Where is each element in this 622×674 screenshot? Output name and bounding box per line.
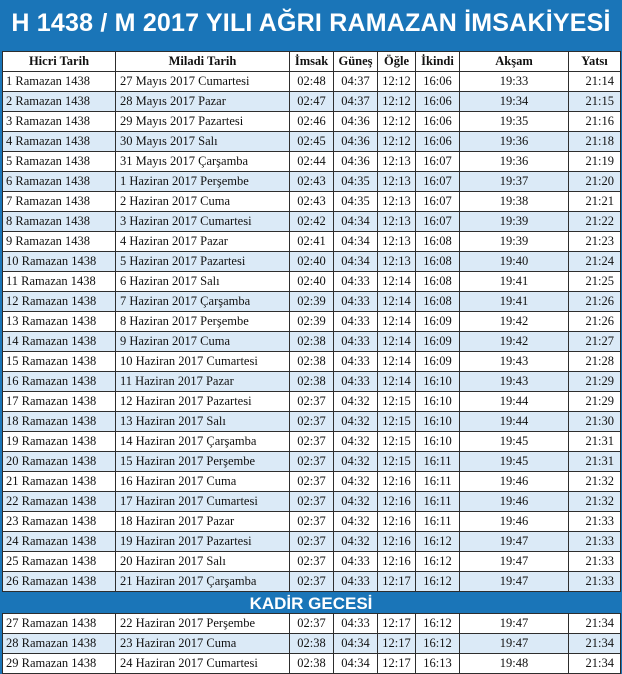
cell-aksam: 19:36 — [460, 152, 569, 172]
cell-hicri-tarih: 27 Ramazan 1438 — [3, 614, 116, 634]
cell-ikindi: 16:08 — [416, 252, 460, 272]
cell-yatsi: 21:34 — [569, 614, 621, 634]
table-row — [3, 112, 621, 132]
cell-yatsi: 21:28 — [569, 352, 621, 372]
cell-imsak: 02:40 — [290, 252, 334, 272]
cell-aksam: 19:39 — [460, 212, 569, 232]
cell-ikindi: 16:07 — [416, 192, 460, 212]
table-row — [3, 252, 621, 272]
cell-yatsi: 21:32 — [569, 472, 621, 492]
cell-imsak: 02:38 — [290, 352, 334, 372]
cell-yatsi: 21:34 — [569, 654, 621, 674]
cell-yatsi: 21:25 — [569, 272, 621, 292]
cell-gunes: 04:34 — [334, 252, 378, 272]
cell-imsak: 02:46 — [290, 112, 334, 132]
cell-yatsi: 21:15 — [569, 92, 621, 112]
cell-yatsi: 21:24 — [569, 252, 621, 272]
cell-ogle: 12:12 — [378, 72, 416, 92]
table-row — [3, 272, 621, 292]
cell-hicri-tarih: 16 Ramazan 1438 — [3, 372, 116, 392]
cell-miladi-tarih: 6 Haziran 2017 Salı — [116, 272, 290, 292]
cell-yatsi: 21:31 — [569, 452, 621, 472]
cell-ogle: 12:13 — [378, 172, 416, 192]
page-title: H 1438 / M 2017 YILI AĞRI RAMAZAN İMSAKİYESİ — [11, 9, 611, 37]
table-row — [3, 614, 621, 634]
header-row — [3, 52, 621, 72]
table-row — [3, 92, 621, 112]
cell-aksam: 19:39 — [460, 232, 569, 252]
cell-gunes: 04:33 — [334, 614, 378, 634]
cell-ikindi: 16:07 — [416, 152, 460, 172]
cell-yatsi: 21:21 — [569, 192, 621, 212]
cell-gunes: 04:36 — [334, 132, 378, 152]
cell-gunes: 04:32 — [334, 392, 378, 412]
cell-ogle: 12:17 — [378, 614, 416, 634]
cell-aksam: 19:37 — [460, 172, 569, 192]
cell-ikindi: 16:11 — [416, 512, 460, 532]
cell-aksam: 19:44 — [460, 412, 569, 432]
cell-hicri-tarih: 9 Ramazan 1438 — [3, 232, 116, 252]
imsakiye-table-continued — [2, 613, 621, 674]
cell-imsak: 02:44 — [290, 152, 334, 172]
cell-ikindi: 16:08 — [416, 232, 460, 252]
cell-aksam: 19:33 — [460, 72, 569, 92]
cell-ogle: 12:14 — [378, 332, 416, 352]
table-row — [3, 212, 621, 232]
cell-ikindi: 16:06 — [416, 132, 460, 152]
cell-gunes: 04:32 — [334, 492, 378, 512]
cell-imsak: 02:37 — [290, 614, 334, 634]
cell-miladi-tarih: 24 Haziran 2017 Cumartesi — [116, 654, 290, 674]
header-miladi-tarih: Miladi Tarih — [116, 52, 290, 72]
cell-aksam: 19:43 — [460, 372, 569, 392]
cell-miladi-tarih: 29 Mayıs 2017 Pazartesi — [116, 112, 290, 132]
cell-gunes: 04:33 — [334, 352, 378, 372]
kadir-gecesi-banner: KADİR GECESİ — [249, 594, 373, 613]
cell-yatsi: 21:19 — [569, 152, 621, 172]
cell-gunes: 04:32 — [334, 412, 378, 432]
cell-ogle: 12:15 — [378, 432, 416, 452]
table-row — [3, 392, 621, 412]
cell-miladi-tarih: 7 Haziran 2017 Çarşamba — [116, 292, 290, 312]
cell-ogle: 12:16 — [378, 492, 416, 512]
cell-gunes: 04:33 — [334, 292, 378, 312]
cell-yatsi: 21:30 — [569, 412, 621, 432]
cell-yatsi: 21:32 — [569, 492, 621, 512]
table-row — [3, 552, 621, 572]
cell-miladi-tarih: 14 Haziran 2017 Çarşamba — [116, 432, 290, 452]
header-yatsi: Yatsı — [569, 52, 621, 72]
cell-aksam: 19:46 — [460, 472, 569, 492]
table-row — [3, 352, 621, 372]
cell-imsak: 02:37 — [290, 452, 334, 472]
cell-imsak: 02:45 — [290, 132, 334, 152]
cell-aksam: 19:47 — [460, 572, 569, 592]
table-row — [3, 634, 621, 654]
cell-miladi-tarih: 17 Haziran 2017 Cumartesi — [116, 492, 290, 512]
cell-imsak: 02:42 — [290, 212, 334, 232]
cell-ikindi: 16:06 — [416, 112, 460, 132]
cell-ogle: 12:15 — [378, 452, 416, 472]
cell-ikindi: 16:07 — [416, 212, 460, 232]
cell-imsak: 02:37 — [290, 512, 334, 532]
cell-gunes: 04:34 — [334, 212, 378, 232]
table-row — [3, 472, 621, 492]
header-aksam: Akşam — [460, 52, 569, 72]
cell-imsak: 02:37 — [290, 392, 334, 412]
cell-ogle: 12:15 — [378, 412, 416, 432]
cell-aksam: 19:47 — [460, 614, 569, 634]
cell-miladi-tarih: 13 Haziran 2017 Salı — [116, 412, 290, 432]
cell-hicri-tarih: 4 Ramazan 1438 — [3, 132, 116, 152]
cell-hicri-tarih: 23 Ramazan 1438 — [3, 512, 116, 532]
cell-ikindi: 16:10 — [416, 432, 460, 452]
cell-miladi-tarih: 9 Haziran 2017 Cuma — [116, 332, 290, 352]
cell-ikindi: 16:12 — [416, 614, 460, 634]
cell-ikindi: 16:09 — [416, 352, 460, 372]
cell-imsak: 02:48 — [290, 72, 334, 92]
cell-gunes: 04:36 — [334, 152, 378, 172]
cell-hicri-tarih: 17 Ramazan 1438 — [3, 392, 116, 412]
cell-aksam: 19:36 — [460, 132, 569, 152]
cell-hicri-tarih: 14 Ramazan 1438 — [3, 332, 116, 352]
cell-yatsi: 21:27 — [569, 332, 621, 352]
cell-miladi-tarih: 31 Mayıs 2017 Çarşamba — [116, 152, 290, 172]
table-row — [3, 332, 621, 352]
cell-gunes: 04:33 — [334, 272, 378, 292]
cell-ikindi: 16:10 — [416, 412, 460, 432]
cell-gunes: 04:34 — [334, 634, 378, 654]
cell-hicri-tarih: 6 Ramazan 1438 — [3, 172, 116, 192]
cell-gunes: 04:33 — [334, 312, 378, 332]
cell-miladi-tarih: 1 Haziran 2017 Perşembe — [116, 172, 290, 192]
table-row — [3, 452, 621, 472]
cell-hicri-tarih: 8 Ramazan 1438 — [3, 212, 116, 232]
cell-miladi-tarih: 8 Haziran 2017 Perşembe — [116, 312, 290, 332]
cell-hicri-tarih: 15 Ramazan 1438 — [3, 352, 116, 372]
cell-yatsi: 21:16 — [569, 112, 621, 132]
cell-hicri-tarih: 7 Ramazan 1438 — [3, 192, 116, 212]
cell-imsak: 02:39 — [290, 292, 334, 312]
cell-hicri-tarih: 11 Ramazan 1438 — [3, 272, 116, 292]
cell-hicri-tarih: 13 Ramazan 1438 — [3, 312, 116, 332]
table-row — [3, 72, 621, 92]
cell-hicri-tarih: 29 Ramazan 1438 — [3, 654, 116, 674]
cell-ogle: 12:16 — [378, 472, 416, 492]
cell-miladi-tarih: 4 Haziran 2017 Pazar — [116, 232, 290, 252]
cell-miladi-tarih: 16 Haziran 2017 Cuma — [116, 472, 290, 492]
table-row — [3, 192, 621, 212]
cell-hicri-tarih: 26 Ramazan 1438 — [3, 572, 116, 592]
cell-aksam: 19:41 — [460, 272, 569, 292]
cell-aksam: 19:47 — [460, 532, 569, 552]
cell-miladi-tarih: 18 Haziran 2017 Pazar — [116, 512, 290, 532]
cell-ikindi: 16:09 — [416, 312, 460, 332]
cell-gunes: 04:32 — [334, 512, 378, 532]
cell-miladi-tarih: 23 Haziran 2017 Cuma — [116, 634, 290, 654]
cell-miladi-tarih: 3 Haziran 2017 Cumartesi — [116, 212, 290, 232]
cell-ogle: 12:12 — [378, 112, 416, 132]
cell-gunes: 04:37 — [334, 92, 378, 112]
table-row — [3, 532, 621, 552]
cell-gunes: 04:32 — [334, 472, 378, 492]
cell-aksam: 19:34 — [460, 92, 569, 112]
cell-gunes: 04:33 — [334, 372, 378, 392]
table-row — [3, 132, 621, 152]
cell-gunes: 04:32 — [334, 432, 378, 452]
cell-hicri-tarih: 3 Ramazan 1438 — [3, 112, 116, 132]
table-row — [3, 412, 621, 432]
cell-ikindi: 16:06 — [416, 92, 460, 112]
cell-gunes: 04:32 — [334, 532, 378, 552]
cell-yatsi: 21:26 — [569, 312, 621, 332]
cell-imsak: 02:41 — [290, 232, 334, 252]
cell-ikindi: 16:12 — [416, 552, 460, 572]
cell-imsak: 02:37 — [290, 552, 334, 572]
cell-miladi-tarih: 28 Mayıs 2017 Pazar — [116, 92, 290, 112]
cell-imsak: 02:37 — [290, 412, 334, 432]
cell-yatsi: 21:33 — [569, 572, 621, 592]
cell-aksam: 19:38 — [460, 192, 569, 212]
table-row — [3, 432, 621, 452]
cell-imsak: 02:37 — [290, 572, 334, 592]
cell-yatsi: 21:33 — [569, 552, 621, 572]
cell-hicri-tarih: 1 Ramazan 1438 — [3, 72, 116, 92]
cell-miladi-tarih: 5 Haziran 2017 Pazartesi — [116, 252, 290, 272]
cell-aksam: 19:45 — [460, 452, 569, 472]
cell-ogle: 12:17 — [378, 572, 416, 592]
cell-aksam: 19:45 — [460, 432, 569, 452]
cell-miladi-tarih: 27 Mayıs 2017 Cumartesi — [116, 72, 290, 92]
cell-gunes: 04:37 — [334, 72, 378, 92]
cell-imsak: 02:38 — [290, 332, 334, 352]
cell-yatsi: 21:14 — [569, 72, 621, 92]
table-row — [3, 232, 621, 252]
header-imsak: İmsak — [290, 52, 334, 72]
cell-imsak: 02:38 — [290, 634, 334, 654]
cell-gunes: 04:33 — [334, 552, 378, 572]
cell-hicri-tarih: 19 Ramazan 1438 — [3, 432, 116, 452]
cell-ogle: 12:17 — [378, 654, 416, 674]
table-row — [3, 654, 621, 674]
cell-imsak: 02:37 — [290, 432, 334, 452]
cell-ogle: 12:13 — [378, 192, 416, 212]
cell-miladi-tarih: 30 Mayıs 2017 Salı — [116, 132, 290, 152]
cell-ikindi: 16:08 — [416, 272, 460, 292]
cell-miladi-tarih: 22 Haziran 2017 Perşembe — [116, 614, 290, 634]
cell-hicri-tarih: 25 Ramazan 1438 — [3, 552, 116, 572]
cell-imsak: 02:37 — [290, 492, 334, 512]
cell-aksam: 19:43 — [460, 352, 569, 372]
cell-aksam: 19:35 — [460, 112, 569, 132]
cell-yatsi: 21:29 — [569, 392, 621, 412]
cell-yatsi: 21:31 — [569, 432, 621, 452]
cell-ikindi: 16:10 — [416, 392, 460, 412]
cell-aksam: 19:42 — [460, 332, 569, 352]
cell-imsak: 02:37 — [290, 532, 334, 552]
table-row — [3, 372, 621, 392]
cell-ogle: 12:16 — [378, 552, 416, 572]
cell-ikindi: 16:12 — [416, 532, 460, 552]
cell-ikindi: 16:08 — [416, 292, 460, 312]
cell-imsak: 02:43 — [290, 192, 334, 212]
cell-ogle: 12:17 — [378, 634, 416, 654]
cell-ikindi: 16:11 — [416, 472, 460, 492]
cell-aksam: 19:42 — [460, 312, 569, 332]
cell-hicri-tarih: 10 Ramazan 1438 — [3, 252, 116, 272]
table-row — [3, 172, 621, 192]
cell-yatsi: 21:33 — [569, 532, 621, 552]
cell-ogle: 12:16 — [378, 512, 416, 532]
header-hicri-tarih: Hicri Tarih — [3, 52, 116, 72]
table-row — [3, 572, 621, 592]
cell-gunes: 04:32 — [334, 452, 378, 472]
cell-ogle: 12:12 — [378, 132, 416, 152]
cell-aksam: 19:44 — [460, 392, 569, 412]
cell-miladi-tarih: 12 Haziran 2017 Pazartesi — [116, 392, 290, 412]
cell-aksam: 19:47 — [460, 552, 569, 572]
cell-yatsi: 21:20 — [569, 172, 621, 192]
cell-hicri-tarih: 12 Ramazan 1438 — [3, 292, 116, 312]
cell-gunes: 04:36 — [334, 112, 378, 132]
cell-imsak: 02:38 — [290, 654, 334, 674]
cell-ogle: 12:15 — [378, 392, 416, 412]
cell-ogle: 12:16 — [378, 532, 416, 552]
cell-ikindi: 16:09 — [416, 332, 460, 352]
cell-hicri-tarih: 21 Ramazan 1438 — [3, 472, 116, 492]
cell-gunes: 04:33 — [334, 572, 378, 592]
cell-ikindi: 16:13 — [416, 654, 460, 674]
cell-ogle: 12:12 — [378, 92, 416, 112]
cell-ogle: 12:13 — [378, 152, 416, 172]
cell-aksam: 19:48 — [460, 654, 569, 674]
cell-gunes: 04:33 — [334, 332, 378, 352]
cell-gunes: 04:34 — [334, 654, 378, 674]
cell-hicri-tarih: 20 Ramazan 1438 — [3, 452, 116, 472]
cell-hicri-tarih: 28 Ramazan 1438 — [3, 634, 116, 654]
cell-hicri-tarih: 24 Ramazan 1438 — [3, 532, 116, 552]
cell-yatsi: 21:18 — [569, 132, 621, 152]
cell-yatsi: 21:34 — [569, 634, 621, 654]
cell-hicri-tarih: 2 Ramazan 1438 — [3, 92, 116, 112]
cell-miladi-tarih: 10 Haziran 2017 Cumartesi — [116, 352, 290, 372]
cell-imsak: 02:39 — [290, 312, 334, 332]
header-ikindi: İkindi — [416, 52, 460, 72]
cell-ogle: 12:14 — [378, 372, 416, 392]
cell-miladi-tarih: 2 Haziran 2017 Cuma — [116, 192, 290, 212]
cell-imsak: 02:43 — [290, 172, 334, 192]
cell-ikindi: 16:12 — [416, 634, 460, 654]
cell-yatsi: 21:33 — [569, 512, 621, 532]
table-row — [3, 492, 621, 512]
table-row — [3, 152, 621, 172]
cell-aksam: 19:40 — [460, 252, 569, 272]
cell-ogle: 12:13 — [378, 252, 416, 272]
cell-yatsi: 21:26 — [569, 292, 621, 312]
cell-ikindi: 16:06 — [416, 72, 460, 92]
cell-miladi-tarih: 20 Haziran 2017 Salı — [116, 552, 290, 572]
cell-miladi-tarih: 11 Haziran 2017 Pazar — [116, 372, 290, 392]
cell-gunes: 04:35 — [334, 172, 378, 192]
cell-yatsi: 21:29 — [569, 372, 621, 392]
cell-ikindi: 16:11 — [416, 492, 460, 512]
cell-miladi-tarih: 15 Haziran 2017 Perşembe — [116, 452, 290, 472]
cell-ogle: 12:14 — [378, 272, 416, 292]
table-row — [3, 312, 621, 332]
header-gunes: Güneş — [334, 52, 378, 72]
cell-ogle: 12:13 — [378, 212, 416, 232]
cell-imsak: 02:47 — [290, 92, 334, 112]
cell-imsak: 02:40 — [290, 272, 334, 292]
cell-ikindi: 16:10 — [416, 372, 460, 392]
cell-miladi-tarih: 21 Haziran 2017 Çarşamba — [116, 572, 290, 592]
cell-aksam: 19:47 — [460, 634, 569, 654]
cell-aksam: 19:46 — [460, 492, 569, 512]
cell-hicri-tarih: 22 Ramazan 1438 — [3, 492, 116, 512]
cell-aksam: 19:46 — [460, 512, 569, 532]
cell-ogle: 12:14 — [378, 292, 416, 312]
cell-imsak: 02:37 — [290, 472, 334, 492]
cell-hicri-tarih: 5 Ramazan 1438 — [3, 152, 116, 172]
cell-ogle: 12:14 — [378, 352, 416, 372]
imsakiye-table — [2, 51, 621, 592]
cell-hicri-tarih: 18 Ramazan 1438 — [3, 412, 116, 432]
cell-ikindi: 16:12 — [416, 572, 460, 592]
cell-gunes: 04:34 — [334, 232, 378, 252]
cell-ogle: 12:13 — [378, 232, 416, 252]
cell-gunes: 04:35 — [334, 192, 378, 212]
cell-ogle: 12:14 — [378, 312, 416, 332]
cell-aksam: 19:41 — [460, 292, 569, 312]
cell-ikindi: 16:11 — [416, 452, 460, 472]
header-ogle: Öğle — [378, 52, 416, 72]
cell-ikindi: 16:07 — [416, 172, 460, 192]
cell-miladi-tarih: 19 Haziran 2017 Pazartesi — [116, 532, 290, 552]
cell-yatsi: 21:22 — [569, 212, 621, 232]
cell-yatsi: 21:23 — [569, 232, 621, 252]
table-row — [3, 512, 621, 532]
table-row — [3, 292, 621, 312]
cell-imsak: 02:38 — [290, 372, 334, 392]
